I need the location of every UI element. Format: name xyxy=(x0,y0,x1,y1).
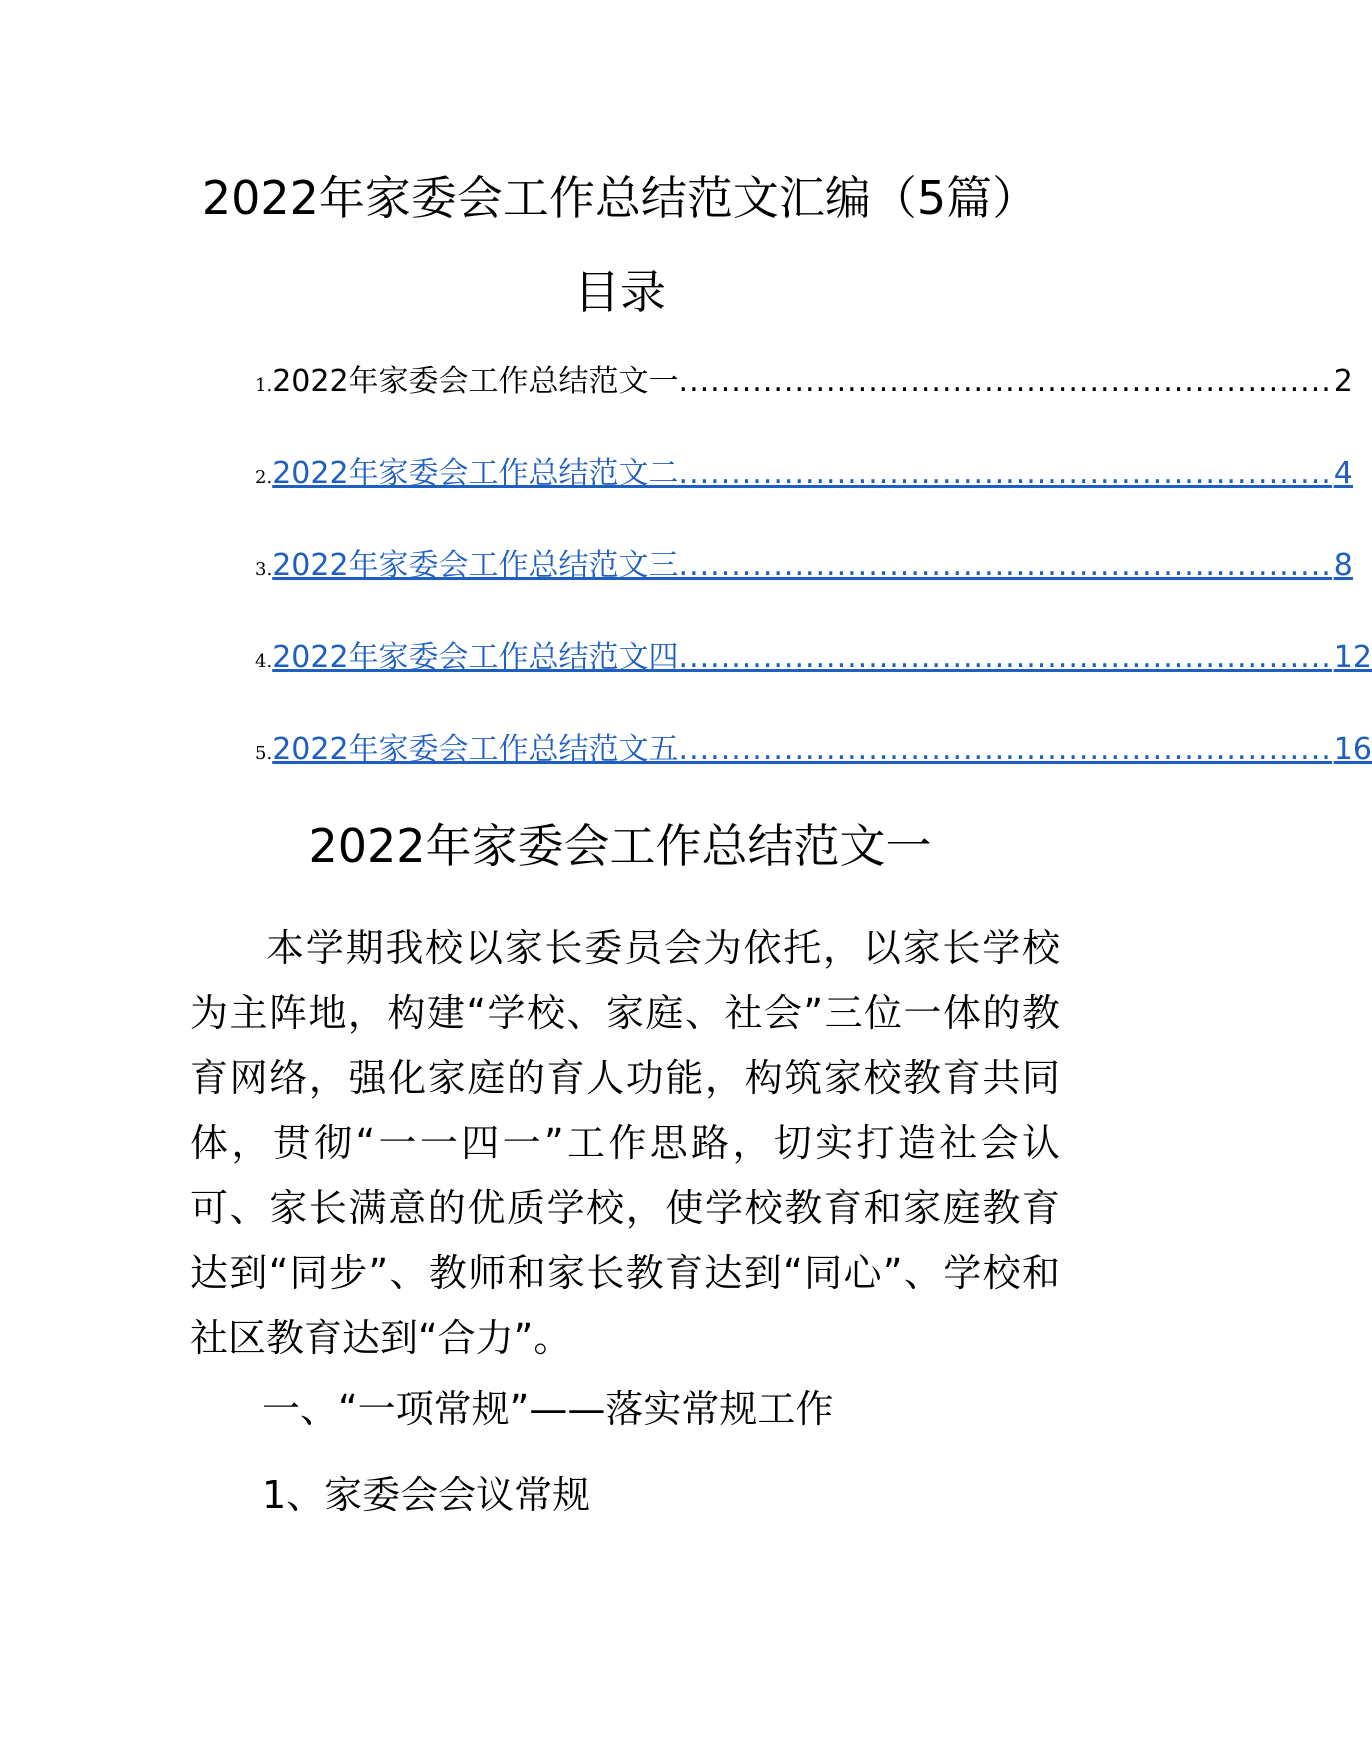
toc-item-number: 5. xyxy=(255,743,273,764)
toc-leader-dots: .............................................................. xyxy=(678,548,1332,583)
toc-item-text: 2022年家委会工作总结范文五 xyxy=(272,732,679,767)
subheading-level-1: 一、“一项常规”——落实常规工作 xyxy=(262,1387,834,1431)
toc-item-page: 12 xyxy=(1333,640,1372,675)
toc-leader-dots: .............................................................. xyxy=(678,364,1332,399)
body-paragraph: 本学期我校以家长委员会为依托，以家长学校为主阵地，构建“学校、家庭、社会”三位一体的教育网络，强化家庭的育人功能，构筑家校教育共同体，贯彻“一一四一”工作思路，切实打造社会认可、家长满意的优质学校，使学校教育和家庭教育达到“同步”、教师和家长教育达到“同心”、学校和社区教育达到“合力”。 xyxy=(190,926,1060,1360)
toc-item-entry[interactable] xyxy=(272,362,1353,402)
toc-item-number: 3. xyxy=(255,559,273,580)
toc-item-page: 4 xyxy=(1333,456,1353,491)
toc-leader-dots: .............................................................. xyxy=(678,456,1332,491)
toc-item[interactable] xyxy=(255,546,1353,638)
toc-item[interactable] xyxy=(255,730,1372,822)
document-title: 2022年家委会工作总结范文汇编（5篇） xyxy=(201,171,1039,225)
toc-item-text: 2022年家委会工作总结范文三 xyxy=(272,548,679,583)
toc-leader-dots: .............................................................. xyxy=(678,732,1332,767)
toc-item[interactable] xyxy=(255,362,1353,454)
toc-item-text: 2022年家委会工作总结范文四 xyxy=(272,640,679,675)
subheading-level-2: 1、家委会会议常规 xyxy=(262,1473,591,1517)
table-of-contents xyxy=(255,362,1372,822)
toc-item-page: 2 xyxy=(1333,364,1353,399)
toc-item-page: 16 xyxy=(1333,732,1372,767)
toc-item-link[interactable] xyxy=(272,546,1353,586)
section-title: 2022年家委会工作总结范文一 xyxy=(308,819,932,873)
toc-item-number: 1. xyxy=(255,375,273,396)
toc-item-link[interactable] xyxy=(272,730,1372,770)
toc-item-text: 2022年家委会工作总结范文一 xyxy=(272,364,679,399)
toc-heading: 目录 xyxy=(574,265,666,319)
toc-leader-dots: .............................................................. xyxy=(678,640,1332,675)
toc-item[interactable] xyxy=(255,638,1372,730)
toc-item-link[interactable] xyxy=(272,638,1372,678)
toc-item-page: 8 xyxy=(1333,548,1353,583)
toc-item-text: 2022年家委会工作总结范文二 xyxy=(272,456,679,491)
toc-item-number: 2. xyxy=(255,467,273,488)
toc-item-number: 4. xyxy=(255,651,273,672)
toc-item[interactable] xyxy=(255,454,1353,546)
toc-item-link[interactable] xyxy=(272,454,1353,494)
